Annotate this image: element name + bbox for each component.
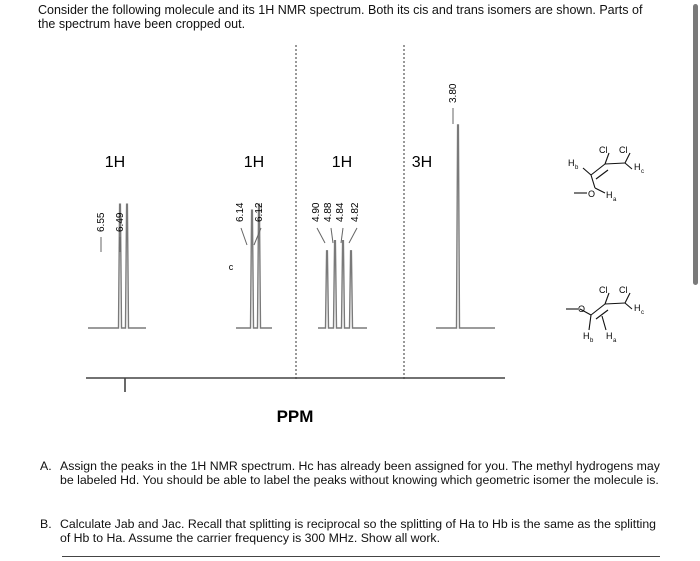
svg-text:4.82: 4.82	[350, 202, 361, 222]
svg-text:3.80: 3.80	[448, 83, 459, 103]
peak-label-6-49	[115, 212, 126, 232]
svg-text:4.88: 4.88	[323, 202, 334, 222]
h-subscript: a	[613, 197, 617, 203]
question-b-label: B.	[40, 517, 52, 531]
peak-label-6-55	[96, 212, 107, 232]
svg-text:6.55: 6.55	[96, 212, 107, 232]
h-label: H	[568, 158, 575, 168]
spectrum-trace-group-3	[318, 241, 367, 328]
peak-label-6-12	[254, 202, 265, 222]
cl-label: Cl	[619, 285, 628, 295]
h-label: H	[583, 331, 590, 341]
integration-group-3: 1H	[331, 154, 353, 171]
answer-line	[62, 556, 660, 557]
svg-text:6.49: 6.49	[115, 212, 126, 232]
integration-group-4: 3H	[411, 154, 433, 171]
integration-group-1: 1H	[104, 154, 126, 171]
cl-label: Cl	[599, 285, 608, 295]
h-subscript: c	[641, 310, 644, 316]
o-label: O	[588, 189, 596, 199]
scrollbar[interactable]	[693, 4, 698, 285]
cl-label: Cl	[599, 145, 608, 155]
spectrum-trace-group-4	[436, 125, 495, 328]
question-a	[40, 459, 665, 487]
h-label: H	[634, 162, 641, 172]
h-subscript: a	[613, 338, 617, 344]
h-subscript: b	[575, 165, 579, 171]
peak-label-4-90	[311, 202, 322, 222]
question-b	[40, 517, 665, 545]
question-a-label: A.	[40, 459, 52, 473]
assignment-label-c: c	[228, 262, 234, 272]
svg-text:4.84: 4.84	[335, 202, 346, 222]
peak-label-6-14	[235, 202, 246, 222]
h-subscript: c	[641, 169, 644, 175]
peak-label-4-82	[350, 202, 361, 222]
x-axis-label: PPM	[276, 407, 314, 426]
o-label: O	[578, 304, 586, 314]
h-label: H	[606, 331, 613, 341]
svg-text:4.90: 4.90	[311, 202, 322, 222]
peak-leader-lines	[101, 108, 453, 252]
integration-group-2: 1H	[243, 154, 265, 171]
peak-label-3-80	[448, 83, 459, 103]
svg-text:6.14: 6.14	[235, 202, 246, 222]
cl-label: Cl	[619, 145, 628, 155]
molecule-isomer-2	[566, 285, 644, 344]
h-label: H	[606, 190, 613, 200]
question-a-text: Assign the peaks in the 1H NMR spectrum. Hc has already been assigned for you. The methyl hydrogens may be labeled Hd. You should be able to label the peaks without knowing which geometric isomer the molecule is.	[60, 459, 660, 487]
peak-label-4-84	[335, 202, 346, 222]
svg-text:6.12: 6.12	[254, 202, 265, 222]
intro-text: Consider the following molecule and its 1H NMR spectrum. Both its cis and trans isomers are shown. Parts of the spectrum have been cropped out.	[38, 3, 643, 31]
h-label: H	[634, 303, 641, 313]
molecule-isomer-1	[568, 145, 644, 203]
question-b-text: Calculate Jab and Jac. Recall that splitting is reciprocal so the splitting of Ha to Hb is the same as the splitting of Hb to Ha. Assume the carrier frequency is 300 MHz. Show all work.	[60, 517, 657, 545]
h-subscript: b	[590, 338, 594, 344]
peak-label-4-88	[323, 202, 334, 222]
